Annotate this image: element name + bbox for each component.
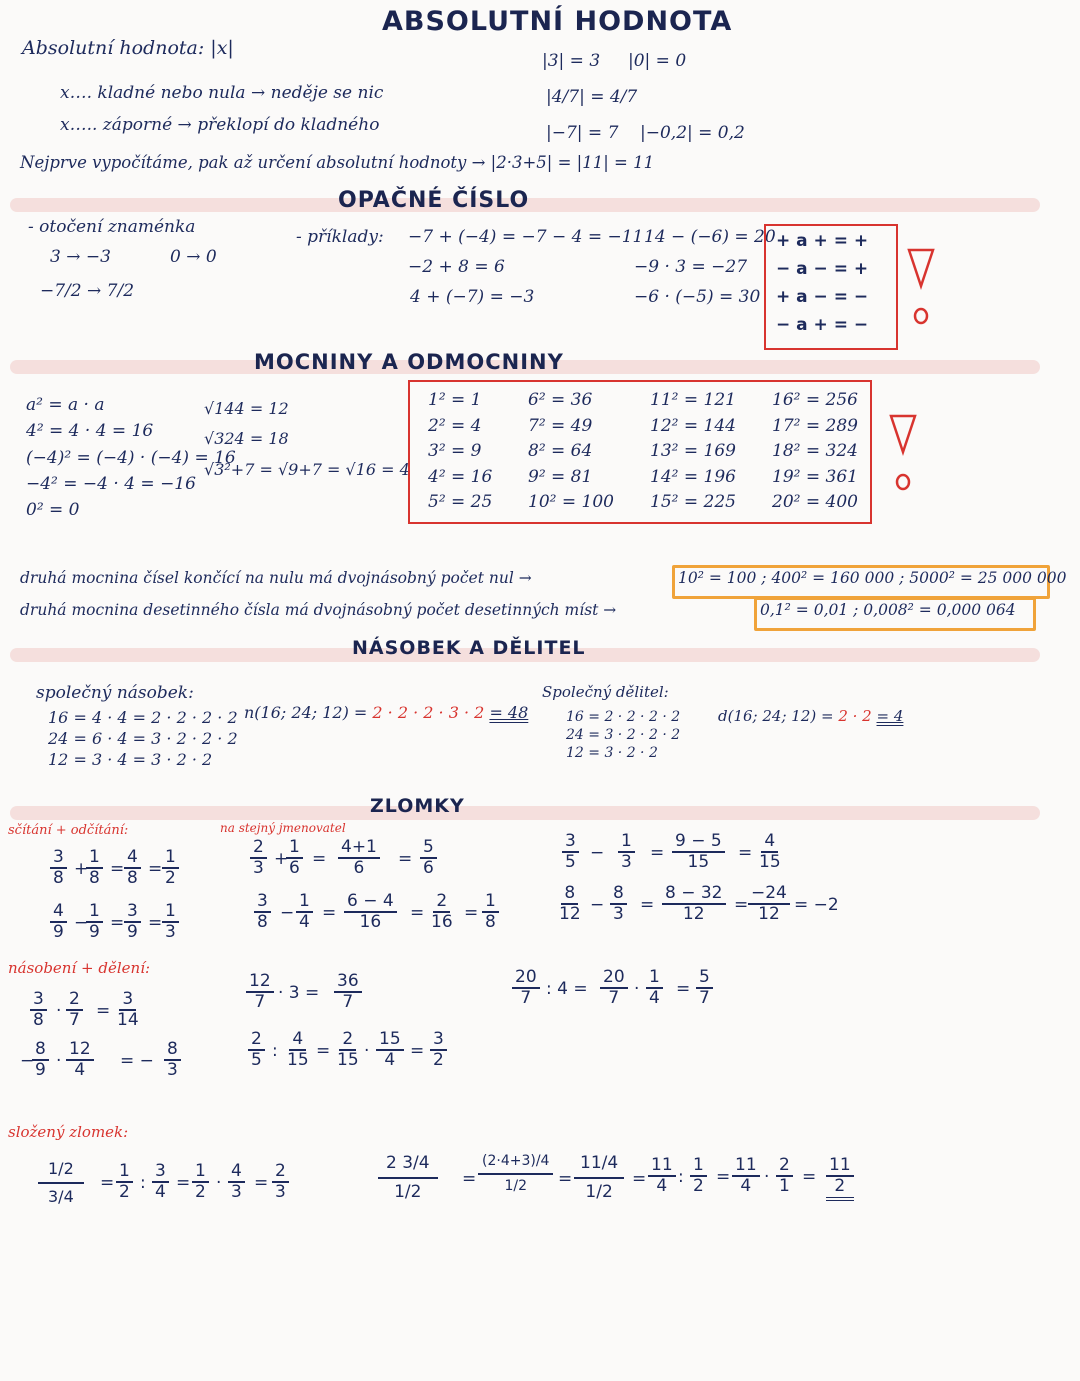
- square-row: 18² = 324: [772, 441, 858, 461]
- delitel-row: 12 = 3 · 2 · 2: [566, 745, 658, 762]
- fraction: $\frac{36}{7}$: [334, 972, 362, 1011]
- fraction: $\frac{2}{15}$: [337, 1029, 359, 1070]
- fraction: $\frac{4}{15}$: [287, 1029, 309, 1070]
- nasobek-result: [244, 704, 528, 722]
- compound-fraction: $\frac{11/4}{1/2}$: [574, 1150, 624, 1205]
- fraction: $\frac{11}{4}$: [648, 1156, 676, 1195]
- squares-col-2: [528, 388, 614, 516]
- squares-col-1: [428, 388, 492, 516]
- square-row: 17² = 289: [772, 415, 858, 436]
- absolutni-example-3: |4/7| = 4/7: [546, 87, 638, 107]
- fraction: $\frac{20}{7}$: [512, 968, 540, 1007]
- mocniny-left-row: −4² = −4 · 4 = −16: [26, 474, 196, 495]
- delitel-result-value: = 4: [876, 707, 904, 725]
- square-row: 16² = 256: [772, 390, 858, 410]
- fraction: $\frac{11}{2}$: [826, 1156, 854, 1201]
- fraction: $\frac{4}{3}$: [228, 1162, 245, 1201]
- fraction: $\frac{8}{12}$: [559, 883, 581, 924]
- mocniny-left-row: a² = a · a: [26, 395, 105, 415]
- mocniny-left-row: 0² = 0: [26, 500, 80, 521]
- fraction: $\frac{1}{6}$: [286, 838, 303, 877]
- square-row: 14² = 196: [650, 466, 736, 487]
- fraction: $\frac{5}{6}$: [420, 838, 437, 877]
- opacne-right-1: 14 − (−6) = 20: [644, 227, 776, 247]
- zlomky-label-compound: složený zlomek:: [8, 1123, 129, 1141]
- fraction: $\frac{1}{4}$: [296, 892, 313, 931]
- opacne-examples-label: - příklady:: [296, 227, 384, 247]
- root-row: √144 = 12: [204, 399, 289, 418]
- fraction: $\frac{1}{3}$: [618, 832, 635, 871]
- opacne-mid-1: −7 + (−4) = −7 − 4 = −11: [408, 227, 644, 247]
- zlomky-n2: · 3 =: [278, 983, 320, 1003]
- compound-fraction: $\frac{1/2}{3/4}$: [38, 1156, 84, 1209]
- delitel-row: 16 = 2 · 2 · 2 · 2: [566, 709, 681, 725]
- fraction: $\frac{3}{8}$: [30, 990, 47, 1029]
- sign-rule-4: − a + = −: [776, 315, 869, 335]
- fraction: $\frac{11}{4}$: [732, 1156, 760, 1195]
- delitel-result-prefix: d(16; 24; 12) =: [718, 707, 834, 725]
- mocniny-left-row: (−4)² = (−4) · (−4) = 16: [26, 447, 236, 468]
- square-row: 12² = 144: [650, 415, 736, 436]
- delitel-rows: [566, 708, 680, 763]
- fraction: $\frac{1}{4}$: [646, 968, 663, 1007]
- compound-fraction: $\frac{(2\cdot 4+3)/4}{1/2}$: [478, 1150, 553, 1199]
- square-row: 5² = 25: [428, 492, 493, 512]
- fraction: $\frac{20}{7}$: [600, 968, 628, 1007]
- delitel-row: 24 = 3 · 2 · 2 · 2: [566, 727, 681, 744]
- absolutni-definition: Absolutní hodnota: |x|: [22, 37, 234, 59]
- square-row: 9² = 81: [528, 466, 593, 487]
- fraction: $\frac{4+1}{6}$: [338, 838, 380, 877]
- fraction: $\frac{15}{4}$: [376, 1030, 404, 1069]
- fraction: $\frac{1}{2}$: [116, 1162, 133, 1201]
- highlight-band-zlomky: [10, 806, 1040, 820]
- title-nasobek-delitel: NÁSOBEK A DĚLITEL: [352, 637, 586, 659]
- title-opacne-cislo: OPAČNÉ ČÍSLO: [338, 188, 530, 213]
- sign-rule-1: + a + = +: [776, 231, 869, 251]
- nasobek-row: 24 = 6 · 4 = 3 · 2 · 2 · 2: [48, 728, 238, 748]
- absolutni-rule-positive: x…. kladné nebo nula → neděje se nic: [60, 83, 384, 103]
- square-row: 1² = 1: [428, 390, 482, 410]
- square-row: 13² = 169: [650, 441, 736, 461]
- nasobek-row: 12 = 3 · 4 = 3 · 2 · 2: [48, 749, 213, 769]
- fraction: $\frac{3}{8}$: [254, 892, 271, 931]
- absolutni-example-4: |−7| = 7: [546, 123, 619, 143]
- mocniny-roots-list: [204, 394, 410, 485]
- root-row: √324 = 18: [204, 429, 289, 449]
- fraction: $\frac{1}{8}$: [86, 848, 103, 887]
- fraction: $\frac{3}{4}$: [152, 1162, 169, 1201]
- sign-rule-2: − a − = +: [776, 259, 869, 279]
- fraction: $\frac{1}{2}$: [162, 848, 179, 887]
- fraction: $\frac{-24}{12}$: [748, 884, 790, 923]
- absolutni-rule-negative: x….. záporné → překlopí do kladného: [60, 115, 380, 135]
- opacne-mid-2: −2 + 8 = 6: [408, 257, 505, 277]
- delitel-result-expr: 2 · 2: [838, 707, 872, 725]
- square-row: 19² = 361: [772, 466, 858, 487]
- fraction: $\frac{3}{2}$: [430, 1030, 447, 1069]
- squares-table-box: [408, 380, 872, 524]
- zlomky-g-result: = −2: [794, 895, 839, 915]
- fraction: $\frac{1}{2}$: [192, 1162, 209, 1201]
- signs-rule-box: [764, 224, 898, 350]
- mocniny-rule-2-example: 0,1² = 0,01 ; 0,008² = 0,000 064: [760, 601, 1016, 619]
- fraction: $\frac{3}{14}$: [117, 989, 139, 1030]
- fraction: $\frac{2}{1}$: [776, 1156, 793, 1195]
- fraction: $\frac{1}{3}$: [162, 902, 179, 941]
- opacne-left-example-1: 3 → −3: [50, 247, 111, 267]
- fraction: $\frac{1}{8}$: [482, 892, 499, 931]
- fraction: $\frac{12}{4}$: [66, 1040, 94, 1079]
- nasobek-row: 16 = 4 · 4 = 2 · 2 · 2 · 2: [48, 708, 238, 727]
- square-row: 10² = 100: [528, 492, 614, 512]
- nasobek-result-value: = 48: [489, 703, 529, 722]
- square-row: 4² = 16: [428, 466, 493, 487]
- square-row: 8² = 64: [528, 441, 593, 461]
- fraction: $\frac{8}{3}$: [164, 1040, 181, 1079]
- fraction: $\frac{4}{15}$: [759, 831, 781, 872]
- fraction: $\frac{1}{2}$: [690, 1156, 707, 1195]
- opacne-mid-3: 4 + (−7) = −3: [410, 287, 535, 307]
- squares-col-4: [772, 388, 858, 516]
- opacne-right-3: −6 · (−5) = 30: [634, 287, 761, 307]
- fraction: $\frac{2}{7}$: [66, 990, 83, 1029]
- absolutni-note: Nejprve vypočítáme, pak až určení absolutní hodnoty → |2·3+5| = |11| = 11: [20, 153, 655, 172]
- fraction: $\frac{9 - 5}{15}$: [672, 832, 725, 871]
- compound-fraction: $\frac{2 3/4}{1/2}$: [378, 1150, 438, 1205]
- fraction: $\frac{2}{3}$: [272, 1162, 289, 1201]
- fraction: $\frac{4}{9}$: [50, 902, 67, 941]
- fraction: $\frac{8}{9}$: [32, 1040, 49, 1079]
- square-row: 15² = 225: [650, 492, 736, 512]
- square-row: 3² = 9: [428, 441, 482, 461]
- square-row: 11² = 121: [650, 390, 736, 410]
- mocniny-rule-1-example: 10² = 100 ; 400² = 160 000 ; 5000² = 25 000 000: [678, 569, 1067, 587]
- absolutni-example-1: |3| = 3: [542, 51, 601, 71]
- root-row: √3²+7 = √9+7 = √16 = 4: [204, 459, 410, 479]
- opacne-left-example-2: 0 → 0: [170, 247, 217, 267]
- zlomky-label-same: na stejný jmenovatel: [220, 821, 346, 835]
- fraction: $\frac{2}{16}$: [431, 891, 453, 932]
- warning-mark-icon: [906, 246, 936, 330]
- fraction: $\frac{12}{7}$: [246, 972, 274, 1011]
- warning-mark-icon: [888, 412, 918, 496]
- fraction: $\frac{8 - 32}{12}$: [662, 884, 726, 923]
- nasobek-rows: [48, 708, 238, 770]
- fraction: $\frac{2}{5}$: [248, 1030, 265, 1069]
- mocniny-rule-2: druhá mocnina desetinného čísla má dvojnásobný počet desetinných míst →: [20, 601, 617, 619]
- square-row: 7² = 49: [528, 415, 593, 436]
- delitel-result: [718, 708, 903, 725]
- title-zlomky: ZLOMKY: [370, 795, 465, 817]
- zlomky-o2: : 4 =: [546, 979, 588, 999]
- zlomky-m6-sign: = −: [120, 1051, 154, 1071]
- fraction: $\frac{3}{9}$: [124, 902, 141, 941]
- fraction: $\frac{8}{3}$: [610, 884, 627, 923]
- sign-rule-3: + a − = −: [776, 287, 869, 307]
- fraction: $\frac{3}{8}$: [50, 848, 67, 887]
- fraction: $\frac{1}{9}$: [86, 902, 103, 941]
- title-mocniny: MOCNINY A ODMOCNINY: [254, 350, 564, 374]
- zlomky-label-add: sčítání + odčítání:: [8, 823, 129, 838]
- square-row: 6² = 36: [528, 390, 593, 410]
- opacne-left-example-3: −7/2 → 7/2: [40, 281, 135, 301]
- delitel-label: Společný dělitel:: [542, 683, 669, 701]
- absolutni-example-5: |−0,2| = 0,2: [640, 123, 745, 143]
- fraction: $\frac{3}{5}$: [562, 832, 579, 871]
- square-row: 20² = 400: [772, 492, 858, 512]
- squares-col-3: [650, 388, 736, 516]
- fraction: $\frac{2}{3}$: [250, 838, 267, 877]
- fraction: $\frac{4}{8}$: [124, 848, 141, 887]
- fraction: $\frac{6 - 4}{16}$: [344, 892, 397, 931]
- nasobek-label: společný násobek:: [36, 683, 194, 703]
- absolutni-example-2: |0| = 0: [628, 51, 687, 71]
- nasobek-result-prefix: n(16; 24; 12) =: [244, 703, 368, 722]
- nasobek-result-expr: 2 · 2 · 2 · 3 · 2: [372, 703, 485, 722]
- square-row: 2² = 4: [428, 415, 482, 436]
- title-absolutni-hodnota: ABSOLUTNÍ HODNOTA: [382, 6, 733, 37]
- opacne-left-heading: - otočení znaménka: [28, 217, 196, 237]
- opacne-right-2: −9 · 3 = −27: [634, 257, 748, 277]
- fraction: $\frac{5}{7}$: [696, 968, 713, 1007]
- mocniny-left-row: 4² = 4 · 4 = 16: [26, 421, 154, 442]
- zlomky-label-mul: násobení + dělení:: [8, 959, 151, 977]
- mocniny-rule-1: druhá mocnina čísel končící na nulu má dvojnásobný počet nul →: [20, 569, 532, 587]
